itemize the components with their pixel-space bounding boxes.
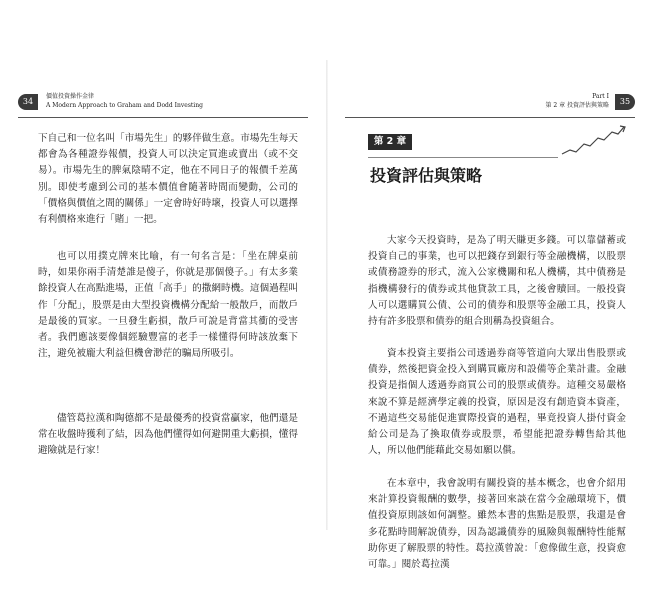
right-page-header — [470, 92, 635, 116]
left-header-rule — [18, 117, 308, 118]
left-page-number: 34 — [18, 94, 38, 110]
left-header-title: 價值投資操作金律 — [46, 93, 95, 100]
rising-chart-icon — [560, 124, 628, 158]
right-paragraph-2: 資本投資主要指公司透過券商等管道向大眾出售股票或債券，然後把資金投入到購買廠房和設備等企業計畫。金融投資是指個人透過券商買公司的股票或債券。這種交易嚴格來說不算是經濟學定義的投資，原因是沒有創造資本資產，不過這些交易能促進實際投資的過程，畢竟投資人掛付資金給公司是為了換取債券或股票，希望能把證券轉售給其他人，所以他們能藉此交易如願以償。 — [368, 348, 626, 457]
right-page-number: 35 — [615, 94, 635, 110]
right-header-chapter: 第 2 章 投資評估與策略 — [545, 102, 609, 109]
left-paragraph-1: 下自己和一位名叫「市場先生」的夥伴做生意。市場先生每天都會為各種證券報價，投資人可以決定買進或賣出（或不交易）。市場先生的脾氣陰晴不定，他在不同日子的報價千差萬別。即使考慮到公司的基本價值會隨著時間而變動，公司的「價格與價值之間的關係」一定會時好時壞，投資人可以選擇有利價格來進行「賭」一把。 — [38, 133, 298, 226]
left-page-header — [18, 92, 308, 116]
page-gutter — [326, 60, 328, 530]
chapter-badge: 第 2 章 — [368, 134, 412, 150]
right-header-part: Part I — [592, 93, 609, 100]
right-paragraph-1: 大家今天投資時，是為了明天賺更多錢。可以靠儲蓄或投資自己的事業，也可以把錢存到銀行等金融機構，以股票或債務證券的形式，流入公家機關和私人機構，其中債務是指機構發行的債券或其他貸款工具，之後會贖回。一般投資人可以選購買公債、公司的債券和股票等金融工具，投資人持有許多股票和債券的組合則稱為投資組合。 — [368, 235, 626, 328]
right-paragraph-3: 在本章中，我會說明有關投資的基本概念，也會介紹用來計算投資報酬的數學，接著回來談在當今金融環境下，價值投資原則該如何調整。雖然本書的焦點是股票，我還是會多花點時間解說債券，因為認識債券的風險與報酬特性能幫助你更了解股票的特性。葛拉漢曾說：「愈像做生意，投資愈可靠。」閱於葛拉漢 — [368, 478, 626, 571]
left-paragraph-2: 也可以用撲克牌來比喻，有一句名言是：「坐在牌桌前時，如果你兩手清楚誰是傻子，你就是那個傻子。」有太多業餘投資人在高點進場，正值「高手」的撒網時機。這個過程叫作「分配」，股票是由大型投資機構分配給一般散戶，而散戶是最後的買家。一旦發生虧損，散戶可說是背當其衝的受害者。我們應該要像個經驗豐富的老手一樣懂得何時該放棄下注，避免被龐大利益但機會渺茫的騙局所吸引。 — [38, 251, 298, 360]
chapter-title: 投資評估與策略 — [370, 166, 483, 185]
left-header-subtitle: A Modern Approach to Graham and Dodd Investing — [46, 102, 203, 109]
right-header-rule — [345, 117, 635, 118]
left-paragraph-3: 儘管葛拉漢和陶德都不是最優秀的投資當贏家，他們還是常在收盤時獲利了結，因為他們懂得如何避開重大虧損，懂得避險就是行家！ — [38, 413, 298, 457]
chapter-rule — [368, 157, 558, 158]
